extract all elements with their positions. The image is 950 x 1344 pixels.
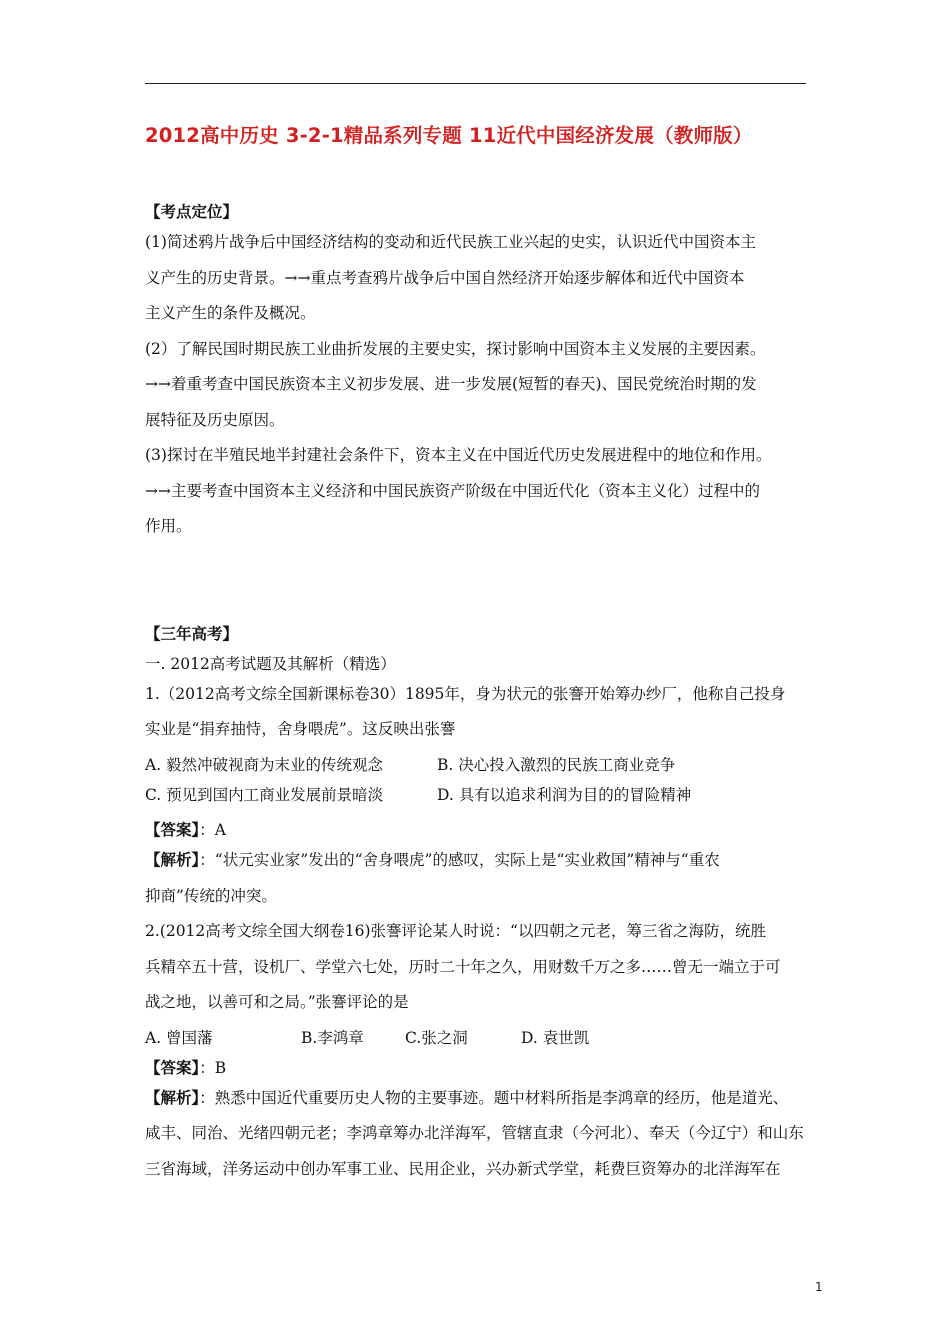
exam-point-line: →→着重考查中国民族资本主义初步发展、进一步发展(短暂的春天)、国民党统治时期的发 [145, 375, 757, 393]
question-2-option-b: B.李鸿章 [301, 1028, 364, 1047]
document-body [145, 200, 807, 1192]
question-1-option-b: B. 决心投入激烈的民族工商业竞争 [437, 755, 676, 774]
section-spacer [145, 550, 807, 622]
header-rule [145, 83, 806, 84]
exam-point-line: (1)简述鸦片战争后中国经济结构的变动和近代民族工业兴起的史实，认识近代中国资本主 [145, 233, 756, 251]
exam-point-line: 义产生的历史背景。→→重点考查鸦片战争后中国自然经济开始逐步解体和近代中国资本 [145, 268, 745, 287]
exam-point-line: 作用。 [145, 517, 192, 535]
question-2-text: 2.(2012高考文综全国大纲卷16)张謇评论某人时说：“以四朝之元老，筹三省之海防，统胜 [145, 922, 766, 940]
exam-point-line: (3)探讨在半殖民地半封建社会条件下，资本主义在中国近代历史发展进程中的地位和作用。 [145, 446, 772, 464]
question-2-option-c: C.张之洞 [405, 1028, 468, 1047]
exam-point-line: →→主要考查中国资本主义经济和中国民族资产阶级在中国近代化（资本主义化）过程中的 [145, 481, 760, 500]
question-2-analysis-cont: 咸丰、同治、光绪四朝元老；李鸿章筹办北洋海军，管辖直隶（今河北）、奉天（今辽宁）和山东 [145, 1124, 804, 1142]
analysis-label: 【解析】 [145, 1087, 200, 1107]
answer-label: 【答案】 [145, 820, 200, 839]
section-heading-exam-points: 【考点定位】 [145, 202, 239, 221]
document-title: 2012高中历史 3-2-1精品系列专题 11近代中国经济发展（教师版） [145, 124, 753, 147]
question-1-text: 1.（2012高考文综全国新课标卷30）1895年，身为状元的张謇开始筹办纱厂，他称自己投身 [145, 684, 786, 703]
analysis-text: ：“状元实业家”发出的“舍身喂虎”的感叹，实际上是“实业救国”精神与“重农 [199, 851, 720, 869]
answer-value: ：A [199, 821, 226, 839]
question-1-options-row [145, 783, 807, 819]
question-2-answer [145, 1056, 807, 1086]
question-2-options-row [145, 1026, 807, 1056]
question-2-analysis-cont: 三省海域，洋务运动中创办军事工业、民用企业，兴办新式学堂，耗费巨资筹办的北洋海军在 [145, 1159, 781, 1178]
question-1-option-a: A. 毅然冲破视商为末业的传统观念 [145, 755, 384, 774]
answer-label: 【答案】 [145, 1057, 200, 1077]
analysis-text: ：熟悉中国近代重要历史人物的主要事迹。题中材料所指是李鸿章的经历，他是道光、 [199, 1088, 789, 1107]
question-2-option-a: A. 曾国藩 [145, 1028, 213, 1047]
question-1-analysis [145, 848, 807, 884]
question-1-answer [145, 818, 807, 848]
subsection-heading: 一. 2012高考试题及其解析（精选） [145, 654, 396, 673]
question-1-text: 实业是“捐弃抽恃，舍身喂虎”。这反映出张謇 [145, 720, 456, 738]
exam-point-line: (2）了解民国时期民族工业曲折发展的主要史实，探讨影响中国资本主义发展的主要因素。 [145, 339, 766, 358]
question-2-text: 兵精卒五十营，设机厂、学堂六七处，历时二十年之久，用财数千万之多……曾无一端立于可 [145, 957, 781, 976]
question-2-text: 战之地，以善可和之局。”张謇评论的是 [145, 993, 409, 1011]
question-2-option-d: D. 袁世凯 [521, 1028, 590, 1047]
question-1-option-d: D. 具有以追求利润为目的的冒险精神 [437, 785, 692, 804]
section-heading-three-years: 【三年高考】 [145, 623, 239, 643]
exam-point-line: 展特征及历史原因。 [145, 410, 285, 429]
question-1-analysis-cont: 抑商”传统的冲突。 [145, 886, 277, 905]
question-2-analysis [145, 1086, 807, 1122]
answer-value: ：B [199, 1058, 227, 1077]
analysis-label: 【解析】 [145, 850, 200, 869]
question-1-options-row [145, 753, 807, 783]
question-1-option-c: C. 预见到国内工商业发展前景暗淡 [145, 785, 384, 804]
exam-point-line: 主义产生的条件及概况。 [145, 304, 316, 322]
page-number: 1 [815, 1280, 823, 1294]
